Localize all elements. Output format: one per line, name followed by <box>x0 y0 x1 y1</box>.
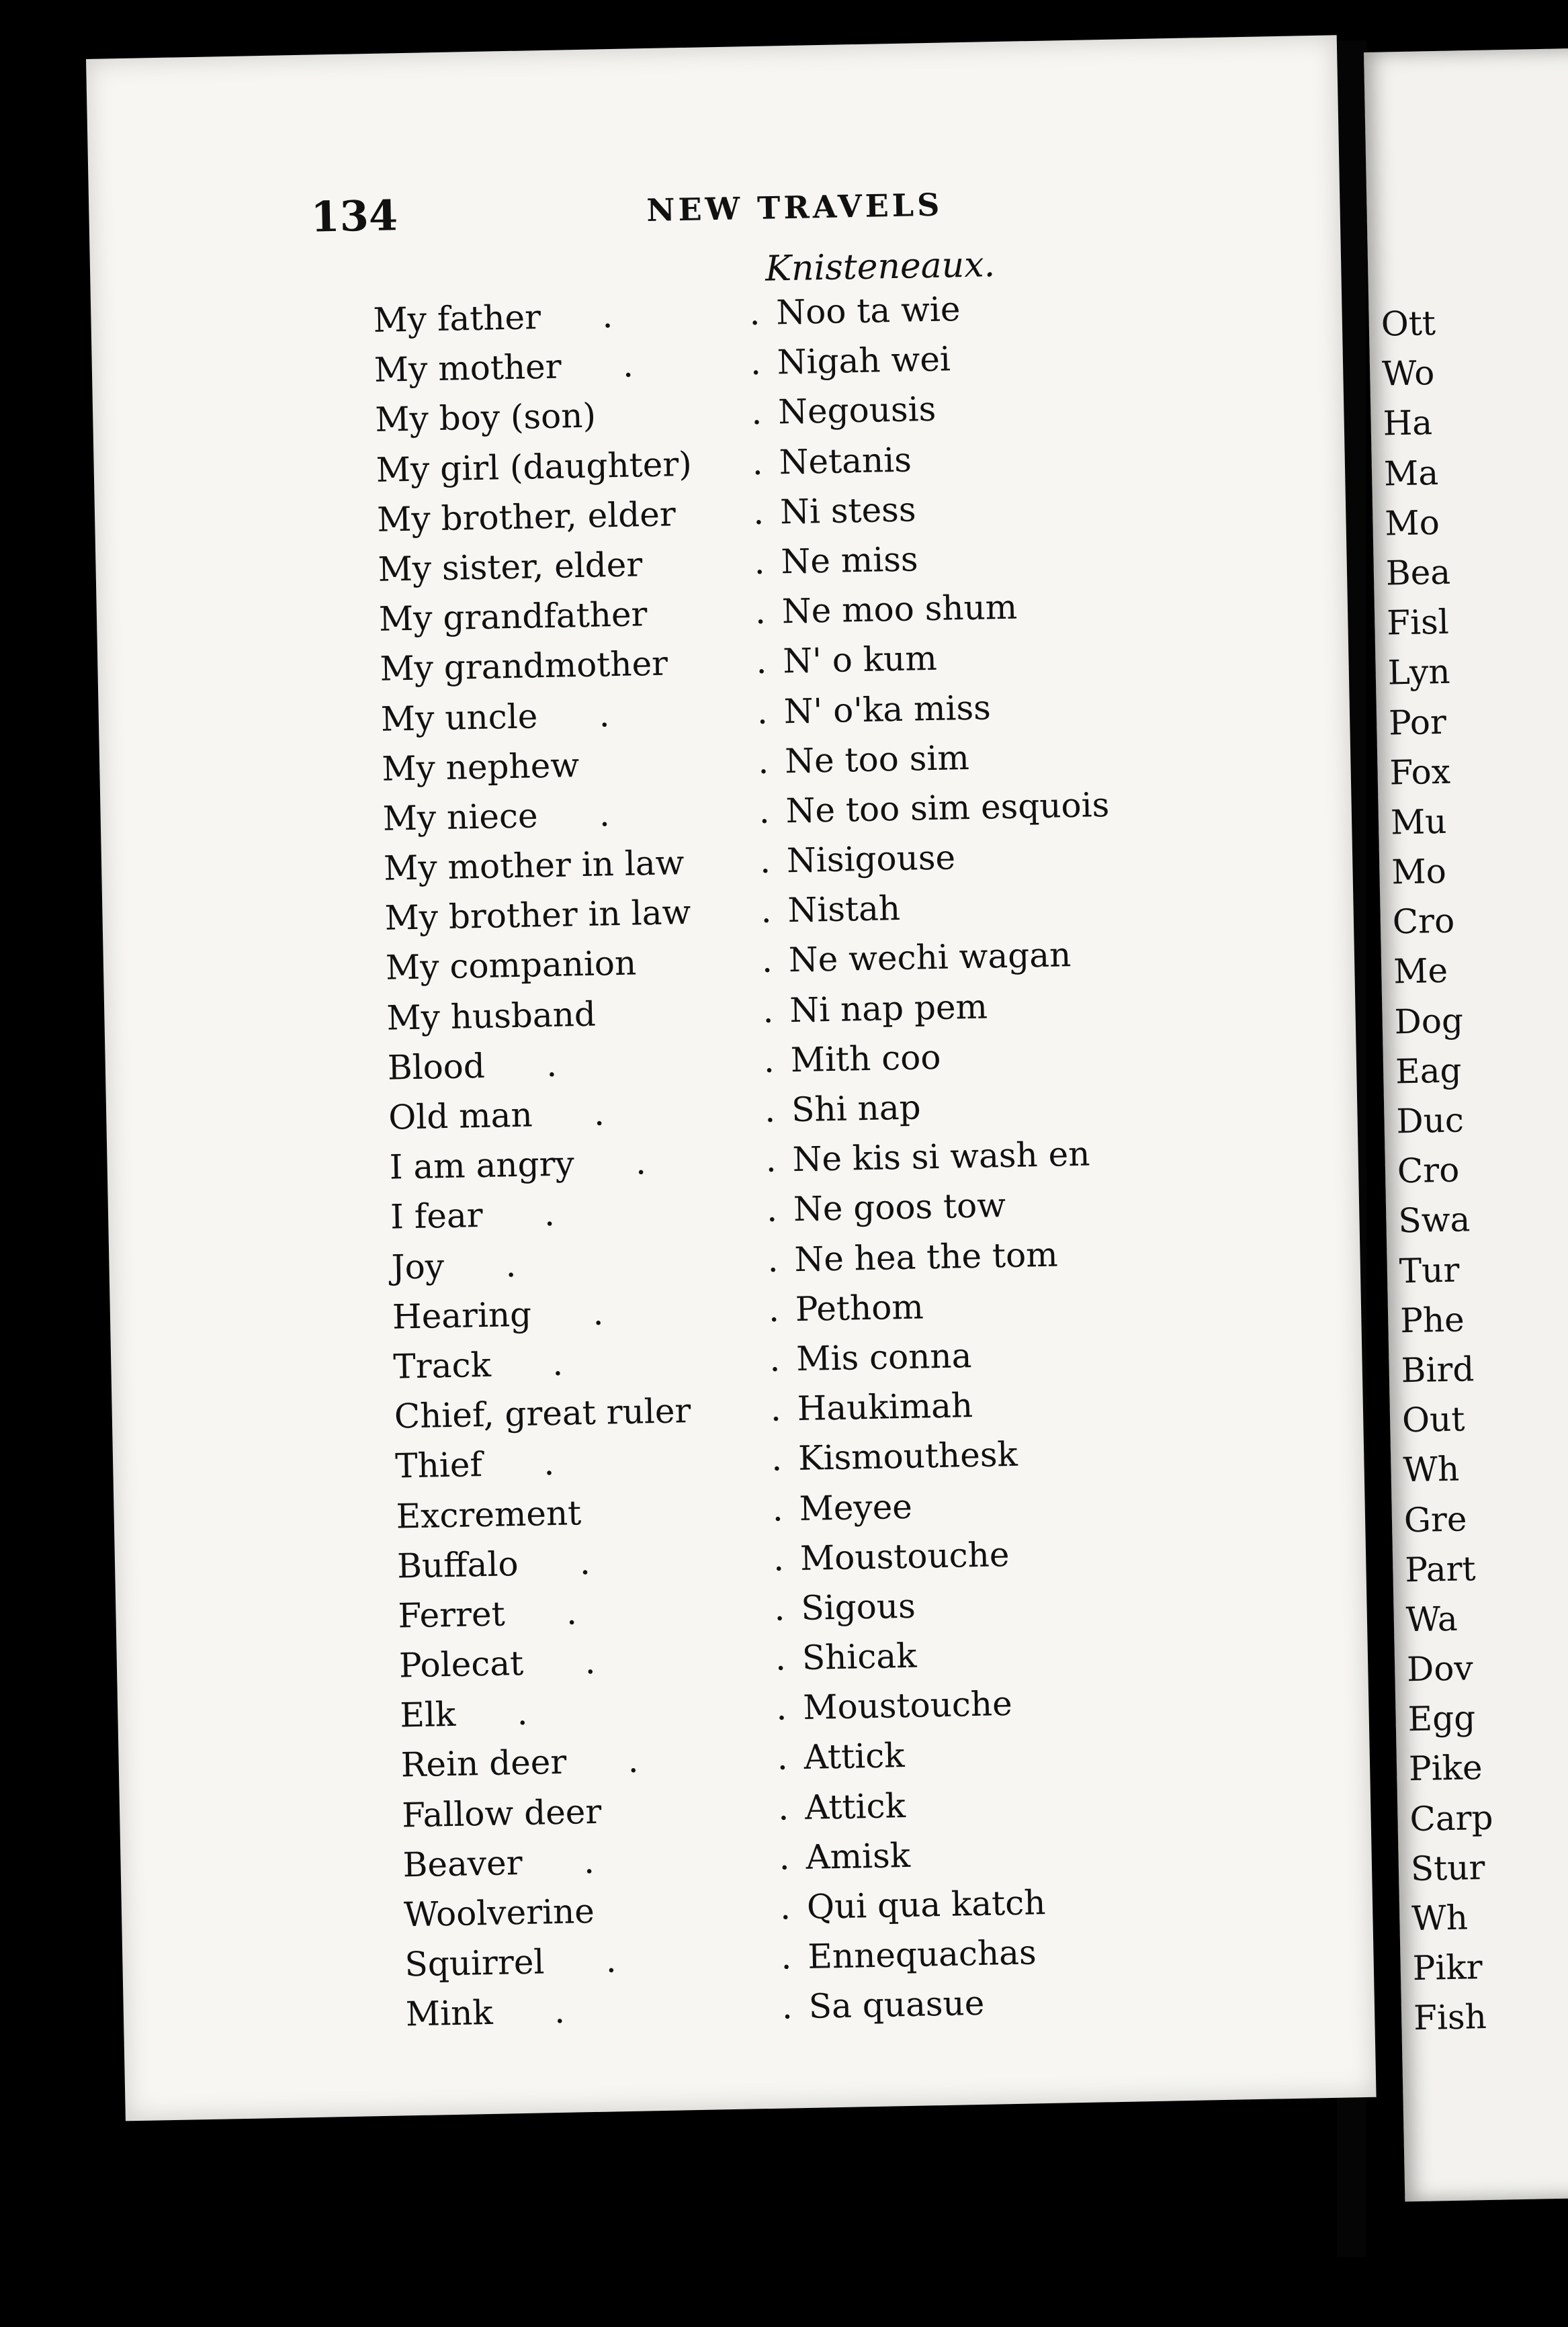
english-word: Fallow deer <box>401 1792 602 1835</box>
leader-dot: . <box>780 1937 792 1977</box>
leader-dot: . <box>517 1694 529 1733</box>
english-word: My niece <box>382 796 539 838</box>
leader-dot: . <box>543 1194 556 1234</box>
leader-dot: . <box>579 1542 591 1582</box>
leader-dot: . <box>752 492 765 532</box>
facing-page-word: Bird <box>1401 1350 1475 1391</box>
facing-page-word: Wh <box>1411 1898 1469 1939</box>
column-heading: Knisteneaux. <box>765 245 996 290</box>
facing-page-word: Ha <box>1383 403 1433 443</box>
facing-page-word: Part <box>1404 1548 1477 1589</box>
leader-dot: . <box>605 1941 617 1980</box>
leader-dot: . <box>775 1688 787 1728</box>
english-word: Joy <box>391 1246 445 1287</box>
leader-dot: . <box>759 841 771 881</box>
english-word: My sister, elder <box>378 545 643 589</box>
english-word: My girl (daughter) <box>376 444 693 490</box>
leader-dot: . <box>775 1638 787 1678</box>
facing-page-word: Swa <box>1397 1200 1471 1241</box>
english-word: Chief, great ruler <box>394 1391 691 1436</box>
knisteneaux-word: N' o'ka miss <box>783 687 992 731</box>
leader-dot: . <box>760 891 772 931</box>
leader-dot: . <box>750 393 763 433</box>
facing-page-word: Bea <box>1385 552 1451 593</box>
leader-dot: . <box>757 742 769 781</box>
knisteneaux-word: Qui qua katch <box>806 1883 1046 1927</box>
facing-page-word: Wh <box>1402 1449 1460 1490</box>
english-word: My brother in law <box>384 893 691 938</box>
english-word: Woolverine <box>403 1891 595 1935</box>
facing-page-word: Fish <box>1413 1997 1487 2038</box>
knisteneaux-word: Ne goos tow <box>793 1186 1006 1229</box>
knisteneaux-word: Moustouche <box>802 1684 1013 1728</box>
leader-dot: . <box>779 1888 791 1927</box>
knisteneaux-word: Shicak <box>801 1636 917 1678</box>
facing-page-word: Gre <box>1403 1499 1467 1540</box>
english-word: Elk <box>399 1695 456 1735</box>
leader-dot: . <box>773 1539 785 1579</box>
knisteneaux-word: Pethom <box>795 1287 924 1329</box>
leader-dot: . <box>769 1340 781 1379</box>
facing-page-word: Stur <box>1410 1847 1485 1888</box>
knisteneaux-word: Ni stess <box>779 490 916 532</box>
facing-page-word: Wa <box>1405 1599 1458 1640</box>
facing-page-word: Ott <box>1381 304 1436 344</box>
facing-page-word: Fox <box>1389 752 1451 793</box>
english-word: Beaver <box>402 1843 523 1885</box>
leader-dot: . <box>758 791 771 831</box>
english-word: Polecat <box>398 1644 524 1685</box>
leader-dot: . <box>566 1593 578 1632</box>
english-word: My mother <box>374 347 562 390</box>
leader-dot: . <box>763 1041 775 1080</box>
leader-dot: . <box>750 343 762 383</box>
leader-dot: . <box>592 1293 604 1333</box>
leader-dot: . <box>777 1788 789 1828</box>
facing-page-word: Fisl <box>1386 602 1450 643</box>
facing-page-word: Me <box>1393 951 1448 992</box>
facing-page-word: Cro <box>1397 1150 1460 1191</box>
leader-dot: . <box>599 695 611 735</box>
english-word: My nephew <box>381 745 580 789</box>
leader-dot: . <box>779 1838 791 1878</box>
english-word: My companion <box>385 943 637 988</box>
facing-page-word: Duc <box>1396 1100 1465 1141</box>
facing-page-word: Tur <box>1399 1250 1460 1290</box>
knisteneaux-word: Ne moo shum <box>781 587 1018 631</box>
knisteneaux-word: Mis conna <box>795 1335 972 1378</box>
knisteneaux-word: Attick <box>804 1786 906 1827</box>
leader-dot: . <box>777 1738 789 1778</box>
leader-dot: . <box>761 941 773 981</box>
knisteneaux-word: Ne too sim esquois <box>785 785 1110 831</box>
english-word: My uncle <box>380 696 538 739</box>
english-word: My boy (son) <box>374 396 597 440</box>
knisteneaux-word: Nistah <box>787 889 901 930</box>
english-word: Mink <box>405 1993 494 2034</box>
leader-dot: . <box>773 1589 785 1628</box>
english-word: Buffalo <box>396 1544 519 1586</box>
english-word: My grandmother <box>379 644 668 689</box>
leader-dot: . <box>772 1489 784 1529</box>
leader-dot: . <box>771 1439 783 1479</box>
english-word: My husband <box>386 994 597 1038</box>
english-word: Track <box>392 1345 492 1387</box>
facing-page-word: Pikr <box>1412 1947 1483 1988</box>
facing-page-word: Phe <box>1399 1300 1465 1341</box>
running-title: NEW TRAVELS <box>646 186 943 229</box>
leader-dot: . <box>755 642 767 682</box>
knisteneaux-word: Attick <box>803 1736 905 1777</box>
knisteneaux-word: Nisigouse <box>786 838 956 881</box>
english-word: Rein deer <box>400 1743 567 1785</box>
leader-dot: . <box>781 1987 793 2027</box>
knisteneaux-word: Moustouche <box>799 1534 1010 1578</box>
knisteneaux-word: Meyee <box>799 1487 913 1528</box>
knisteneaux-word: N' o kum <box>782 639 938 681</box>
english-word: My grandfather <box>378 595 648 639</box>
knisteneaux-word: Ne too sim <box>784 738 970 781</box>
leader-dot: . <box>764 1090 776 1130</box>
leader-dot: . <box>762 991 774 1030</box>
facing-page-word: Carp <box>1409 1798 1494 1839</box>
facing-page-words <box>1368 295 1568 2180</box>
english-word: Ferret <box>398 1594 506 1636</box>
leader-dot: . <box>543 1444 555 1483</box>
facing-page-word: Mo <box>1384 502 1440 543</box>
leader-dot: . <box>554 1992 566 2031</box>
leader-dot: . <box>754 592 767 632</box>
knisteneaux-word: Haukimah <box>797 1386 973 1429</box>
knisteneaux-word: Ne hea the tom <box>793 1235 1059 1279</box>
leader-dot: . <box>552 1344 564 1383</box>
english-word: Old man <box>388 1095 533 1137</box>
english-word: I fear <box>390 1196 484 1237</box>
leader-dot: . <box>505 1245 517 1284</box>
english-word: Thief <box>394 1445 483 1486</box>
facing-page-word: Eag <box>1395 1051 1463 1092</box>
facing-page-word: Cro <box>1392 901 1455 942</box>
facing-page-word: Dov <box>1406 1649 1474 1689</box>
knisteneaux-word: Negousis <box>777 390 937 432</box>
english-word: I am angry <box>389 1144 575 1187</box>
page-number: 134 <box>310 191 398 242</box>
book-page <box>86 35 1377 2121</box>
knisteneaux-word: Ennequachas <box>807 1933 1037 1977</box>
facing-page-word: Mu <box>1390 801 1447 842</box>
leader-dot: . <box>635 1143 647 1182</box>
leader-dot: . <box>599 795 611 834</box>
leader-dot: . <box>627 1741 640 1781</box>
facing-page-word: Wo <box>1381 353 1435 394</box>
english-word: My mother in law <box>383 843 685 888</box>
knisteneaux-word: Ni nap pem <box>789 987 988 1030</box>
leader-dot: . <box>765 1140 777 1180</box>
leader-dot: . <box>770 1389 782 1429</box>
knisteneaux-word: Netanis <box>779 440 912 482</box>
leader-dot: . <box>766 1190 778 1230</box>
knisteneaux-word: Noo ta wie <box>775 290 961 333</box>
leader-dot: . <box>768 1290 780 1329</box>
leader-dot: . <box>752 443 764 482</box>
english-word: Excrement <box>396 1493 582 1536</box>
english-word: Hearing <box>392 1294 532 1337</box>
facing-page-word: Por <box>1388 702 1447 742</box>
leader-dot: . <box>622 345 634 385</box>
facing-page-word: Lyn <box>1387 652 1451 693</box>
leader-dot: . <box>767 1240 779 1280</box>
knisteneaux-word: Kismouthesk <box>797 1435 1018 1479</box>
english-word: Squirrel <box>404 1942 545 1984</box>
leader-dot: . <box>584 1642 597 1682</box>
knisteneaux-word: Sa quasue <box>808 1984 985 2027</box>
leader-dot: . <box>593 1094 605 1133</box>
knisteneaux-word: Shi nap <box>791 1088 922 1130</box>
leader-dot: . <box>756 692 769 732</box>
knisteneaux-word: Mith coo <box>790 1037 941 1080</box>
leader-dot: . <box>754 542 766 582</box>
facing-page-word: Out <box>1401 1399 1465 1440</box>
leader-dot: . <box>748 293 760 333</box>
facing-page-word: Ma <box>1383 453 1439 494</box>
facing-page-word: Egg <box>1407 1698 1476 1739</box>
leader-dot: . <box>583 1841 595 1882</box>
knisteneaux-word: Nigah wei <box>777 339 951 382</box>
knisteneaux-word: Sigous <box>800 1586 916 1628</box>
knisteneaux-word: Ne kis si wash en <box>792 1134 1090 1180</box>
facing-page-word: Dog <box>1394 1001 1464 1042</box>
facing-page <box>1364 48 1568 2201</box>
english-word: Blood <box>387 1046 486 1088</box>
facing-page-word: Pike <box>1408 1748 1483 1789</box>
english-word: My father <box>372 298 541 340</box>
facing-page-word: Mo <box>1391 851 1447 892</box>
knisteneaux-word: Ne miss <box>780 539 919 582</box>
leader-dot: . <box>546 1045 558 1084</box>
leader-dot: . <box>601 296 613 336</box>
knisteneaux-word: Ne wechi wagan <box>788 935 1072 980</box>
knisteneaux-word: Amisk <box>805 1835 911 1877</box>
vocabulary-list <box>373 277 1347 2039</box>
english-word: My brother, elder <box>376 494 677 539</box>
